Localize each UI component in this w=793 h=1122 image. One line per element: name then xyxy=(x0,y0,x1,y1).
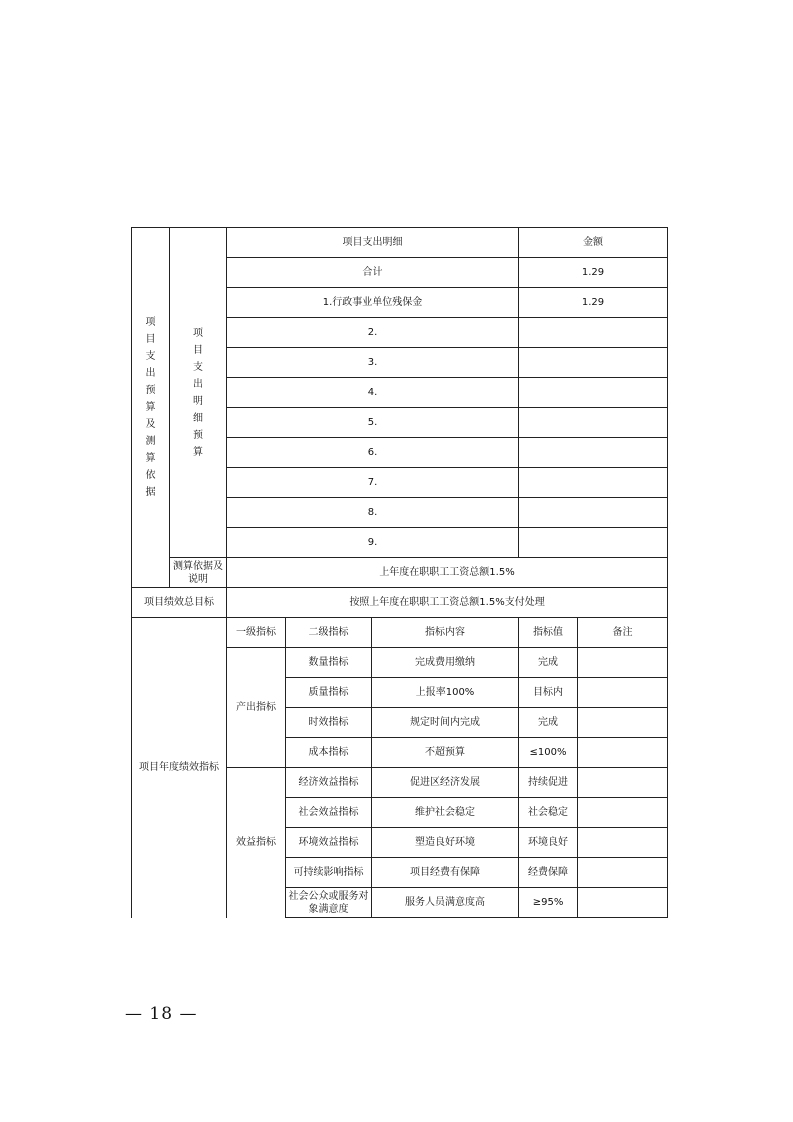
indicator-level2: 社会公众或服务对象满意度 xyxy=(286,888,372,918)
indicator-level2: 数量指标 xyxy=(286,648,372,678)
expenditure-item-label: 9. xyxy=(227,528,519,558)
indicator-content: 规定时间内完成 xyxy=(372,708,519,738)
expenditure-item-amount xyxy=(519,528,668,558)
performance-goal-label: 项目绩效总目标 xyxy=(132,588,227,618)
expenditure-item-label: 5. xyxy=(227,408,519,438)
indicator-note xyxy=(578,738,668,768)
indicator-content: 服务人员满意度高 xyxy=(372,888,519,918)
output-indicator-label: 产出指标 xyxy=(227,648,286,768)
indicator-level2: 成本指标 xyxy=(286,738,372,768)
indicator-value: 环境良好 xyxy=(519,828,578,858)
indicator-value: ≤100% xyxy=(519,738,578,768)
indicator-note xyxy=(578,708,668,738)
page-number: — 18 — xyxy=(125,1004,198,1024)
indicator-content: 上报率100% xyxy=(372,678,519,708)
indicator-note xyxy=(578,798,668,828)
amount-header: 金额 xyxy=(519,228,668,258)
indicator-note xyxy=(578,858,668,888)
indicator-value: 社会稳定 xyxy=(519,798,578,828)
indicator-content: 完成费用缴纳 xyxy=(372,648,519,678)
indicator-note xyxy=(578,828,668,858)
detail-budget-label: 项目支出明细预算 xyxy=(170,228,227,558)
expenditure-item-amount xyxy=(519,348,668,378)
expenditure-item-label: 3. xyxy=(227,348,519,378)
expenditure-item-amount xyxy=(519,468,668,498)
indicator-content: 促进区经济发展 xyxy=(372,768,519,798)
expenditure-item-label: 4. xyxy=(227,378,519,408)
calculation-basis-text: 上年度在职职工工资总额1.5% xyxy=(227,558,668,588)
level1-header: 一级指标 xyxy=(227,618,286,648)
indicator-level2: 时效指标 xyxy=(286,708,372,738)
budget-performance-table xyxy=(131,227,668,918)
indicator-note xyxy=(578,768,668,798)
expenditure-item-label: 1.行政事业单位残保金 xyxy=(227,288,519,318)
indicator-note xyxy=(578,648,668,678)
indicator-level2: 环境效益指标 xyxy=(286,828,372,858)
indicator-note xyxy=(578,888,668,918)
expenditure-item-amount xyxy=(519,378,668,408)
expenditure-item-label: 2. xyxy=(227,318,519,348)
expenditure-item-amount xyxy=(519,408,668,438)
indicator-content: 塑造良好环境 xyxy=(372,828,519,858)
indicator-content: 项目经费有保障 xyxy=(372,858,519,888)
annual-indicators-label: 项目年度绩效指标 xyxy=(132,618,227,918)
benefit-indicator-label: 效益指标 xyxy=(227,768,286,918)
indicator-value: 持续促进 xyxy=(519,768,578,798)
level2-header: 二级指标 xyxy=(286,618,372,648)
indicator-note xyxy=(578,678,668,708)
indicator-content: 不超预算 xyxy=(372,738,519,768)
value-header: 指标值 xyxy=(519,618,578,648)
expenditure-item-label: 7. xyxy=(227,468,519,498)
expenditure-item-header: 项目支出明细 xyxy=(227,228,519,258)
total-label: 合计 xyxy=(227,258,519,288)
indicator-level2: 可持续影响指标 xyxy=(286,858,372,888)
performance-goal-text: 按照上年度在职职工工资总额1.5%支付处理 xyxy=(227,588,668,618)
total-amount: 1.29 xyxy=(519,258,668,288)
expenditure-item-label: 8. xyxy=(227,498,519,528)
indicator-content: 维护社会稳定 xyxy=(372,798,519,828)
indicator-value: ≥95% xyxy=(519,888,578,918)
calculation-basis-label: 测算依据及说明 xyxy=(170,558,227,588)
indicator-value: 完成 xyxy=(519,708,578,738)
content-header: 指标内容 xyxy=(372,618,519,648)
expenditure-item-label: 6. xyxy=(227,438,519,468)
note-header: 备注 xyxy=(578,618,668,648)
indicator-value: 完成 xyxy=(519,648,578,678)
indicator-value: 经费保障 xyxy=(519,858,578,888)
expenditure-item-amount xyxy=(519,498,668,528)
expenditure-item-amount xyxy=(519,318,668,348)
indicator-level2: 社会效益指标 xyxy=(286,798,372,828)
expenditure-item-amount: 1.29 xyxy=(519,288,668,318)
expenditure-item-amount xyxy=(519,438,668,468)
budget-basis-section-label: 项目支出预算及测算依据 xyxy=(132,228,170,588)
indicator-value: 目标内 xyxy=(519,678,578,708)
indicator-level2: 质量指标 xyxy=(286,678,372,708)
indicator-level2: 经济效益指标 xyxy=(286,768,372,798)
